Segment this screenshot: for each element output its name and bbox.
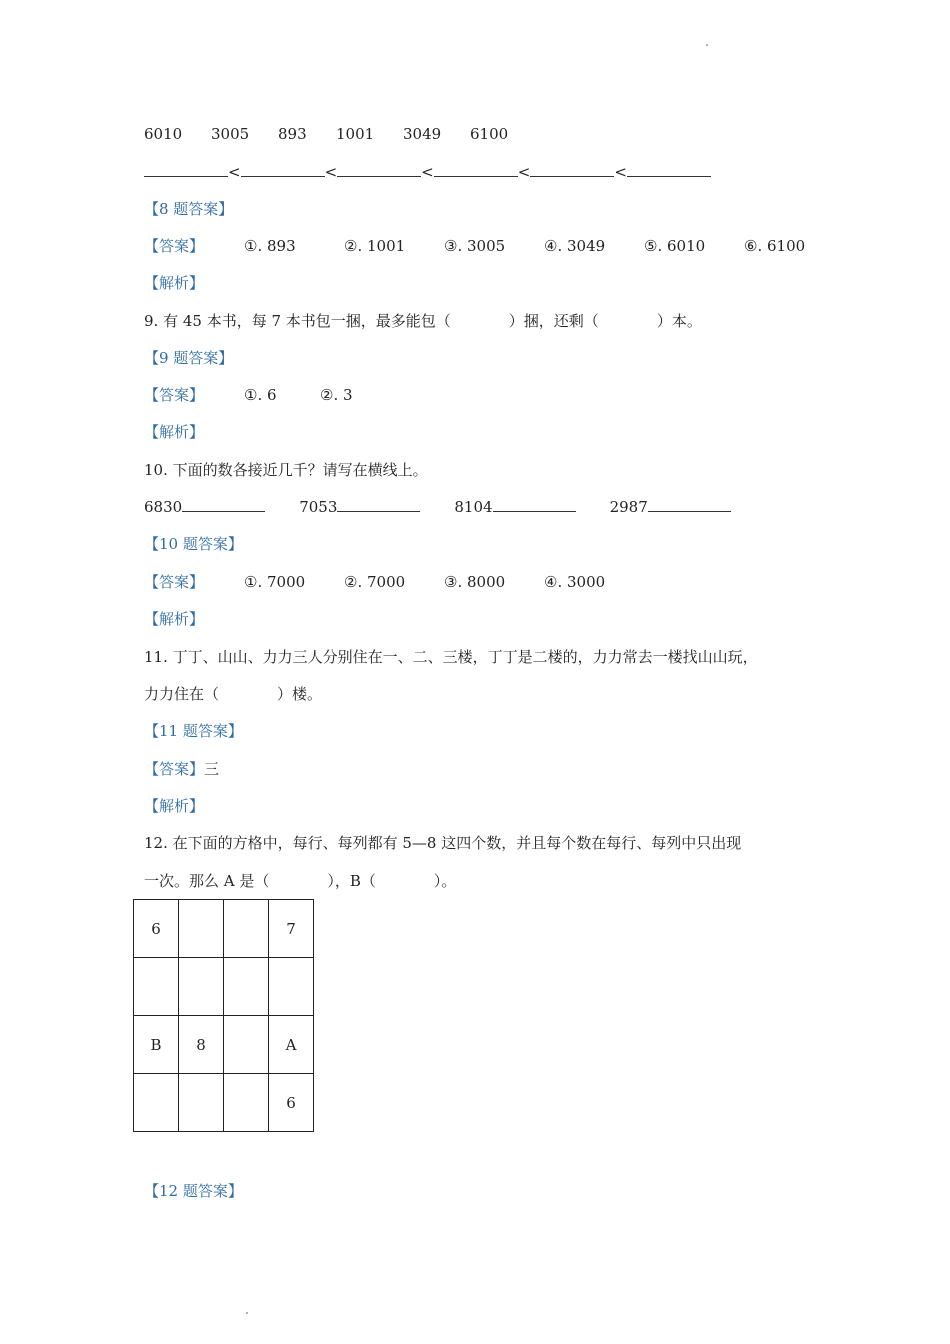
grid-cell	[179, 1074, 224, 1132]
q10-number-row	[144, 497, 731, 517]
page-dot-top	[706, 44, 708, 46]
less-than-sign: <	[324, 163, 338, 181]
grid-cell: B	[134, 1016, 179, 1074]
answer-item: ③. 3005	[444, 237, 506, 255]
q8-answer-row	[144, 236, 805, 256]
q7-number: 3005	[211, 125, 250, 143]
answer-item: ②. 1001	[344, 237, 406, 255]
page-dot-bottom	[246, 1312, 248, 1314]
q7-order-blanks	[144, 162, 711, 182]
q9-answer-header: 【9 题答案】	[144, 349, 234, 367]
q12-question-line2	[144, 871, 456, 891]
q12-question-text: ）。	[433, 872, 457, 890]
q11-question-line1: 11. 丁丁、山山、力力三人分别住在一、二、三楼，丁丁是二楼的，力力常去一楼找山山玩，	[144, 648, 758, 666]
answer-item: ③. 8000	[444, 573, 506, 591]
answer-item: ②. 3	[320, 386, 353, 404]
q7-number: 1001	[336, 125, 375, 143]
answer-blank[interactable]	[241, 162, 325, 177]
grid-cell: 7	[269, 900, 314, 958]
answer-label: 【答案】	[144, 573, 205, 591]
grid-cell	[134, 1074, 179, 1132]
grid-cell	[224, 1016, 269, 1074]
less-than-sign: <	[517, 163, 531, 181]
q10-number: 7053	[299, 498, 338, 516]
q10-question: 10. 下面的数各接近几千？请写在横线上。	[144, 461, 428, 479]
q7-number: 6100	[470, 125, 509, 143]
q9-question	[144, 311, 702, 331]
q11-question-text: ）楼。	[277, 685, 323, 703]
answer-blank[interactable]	[648, 497, 731, 512]
less-than-sign: <	[614, 163, 627, 181]
q9-question-text: 9. 有 45 本书，每 7 本书包一捆，最多能包（	[144, 312, 451, 330]
grid-cell	[269, 958, 314, 1016]
q10-number: 2987	[609, 498, 648, 516]
q10-number: 8104	[454, 498, 493, 516]
answer-blank[interactable]	[182, 497, 265, 512]
q11-question-line2	[144, 684, 322, 704]
answer-item: ④. 3049	[544, 237, 606, 255]
grid-cell	[224, 958, 269, 1016]
q9-question-text: ）本。	[656, 312, 702, 330]
answer-item: ②. 7000	[344, 573, 406, 591]
grid-row	[134, 958, 314, 1016]
q11-answer-row	[144, 759, 219, 779]
q8-analysis-label: 【解析】	[144, 274, 205, 292]
q10-answer-row	[144, 572, 605, 592]
less-than-sign: <	[421, 163, 434, 181]
q9-question-text: ）捆，还剩（	[508, 312, 599, 330]
q7-number-row	[144, 124, 508, 144]
grid-cell: A	[269, 1016, 314, 1074]
grid-cell: 6	[134, 900, 179, 958]
q10-number: 6830	[144, 498, 183, 516]
grid-cell: 6	[269, 1074, 314, 1132]
answer-item: ④. 3000	[544, 573, 606, 591]
answer-item: ⑥. 6100	[744, 237, 806, 255]
grid-cell	[134, 958, 179, 1016]
q8-answer-header: 【8 题答案】	[144, 200, 234, 218]
q11-question-text: 力力住在（	[144, 685, 220, 703]
grid-cell	[179, 958, 224, 1016]
grid-row	[134, 1016, 314, 1074]
q9-analysis-label: 【解析】	[144, 423, 205, 441]
q7-number: 893	[278, 125, 307, 143]
q10-answer-header: 【10 题答案】	[144, 535, 243, 553]
q12-question-line1: 12. 在下面的方格中，每行、每列都有 5—8 这四个数，并且每个数在每行、每列中只出现	[144, 834, 742, 852]
answer-label: 【答案】	[144, 760, 205, 778]
answer-item: ⑤. 6010	[644, 237, 706, 255]
q12-question-text: 一次。那么 A 是（	[144, 872, 270, 890]
answer-item: 三	[204, 760, 220, 778]
answer-label: 【答案】	[144, 386, 205, 404]
q7-number: 3049	[403, 125, 442, 143]
grid-cell: 8	[179, 1016, 224, 1074]
q10-analysis-label: 【解析】	[144, 610, 205, 628]
answer-blank[interactable]	[530, 162, 614, 177]
q11-analysis-label: 【解析】	[144, 797, 205, 815]
answer-blank[interactable]	[627, 162, 711, 177]
q12-answer-header: 【12 题答案】	[144, 1182, 243, 1200]
answer-blank[interactable]	[434, 162, 518, 177]
less-than-sign: <	[228, 163, 241, 181]
answer-blank[interactable]	[493, 497, 576, 512]
q7-number: 6010	[144, 125, 183, 143]
q11-answer-header: 【11 题答案】	[144, 722, 243, 740]
q9-answer-row	[144, 385, 353, 405]
answer-blank[interactable]	[337, 497, 420, 512]
grid-row	[134, 900, 314, 958]
grid-cell	[179, 900, 224, 958]
answer-item: ①. 6	[244, 386, 277, 404]
q12-question-text: ），B（	[327, 872, 376, 890]
answer-blank[interactable]	[144, 162, 228, 177]
grid-cell	[224, 900, 269, 958]
grid-row	[134, 1074, 314, 1132]
answer-item: ①. 7000	[244, 573, 306, 591]
answer-item: ①. 893	[244, 237, 296, 255]
answer-label: 【答案】	[144, 237, 205, 255]
number-grid	[133, 899, 314, 1132]
answer-blank[interactable]	[337, 162, 421, 177]
grid-cell	[224, 1074, 269, 1132]
